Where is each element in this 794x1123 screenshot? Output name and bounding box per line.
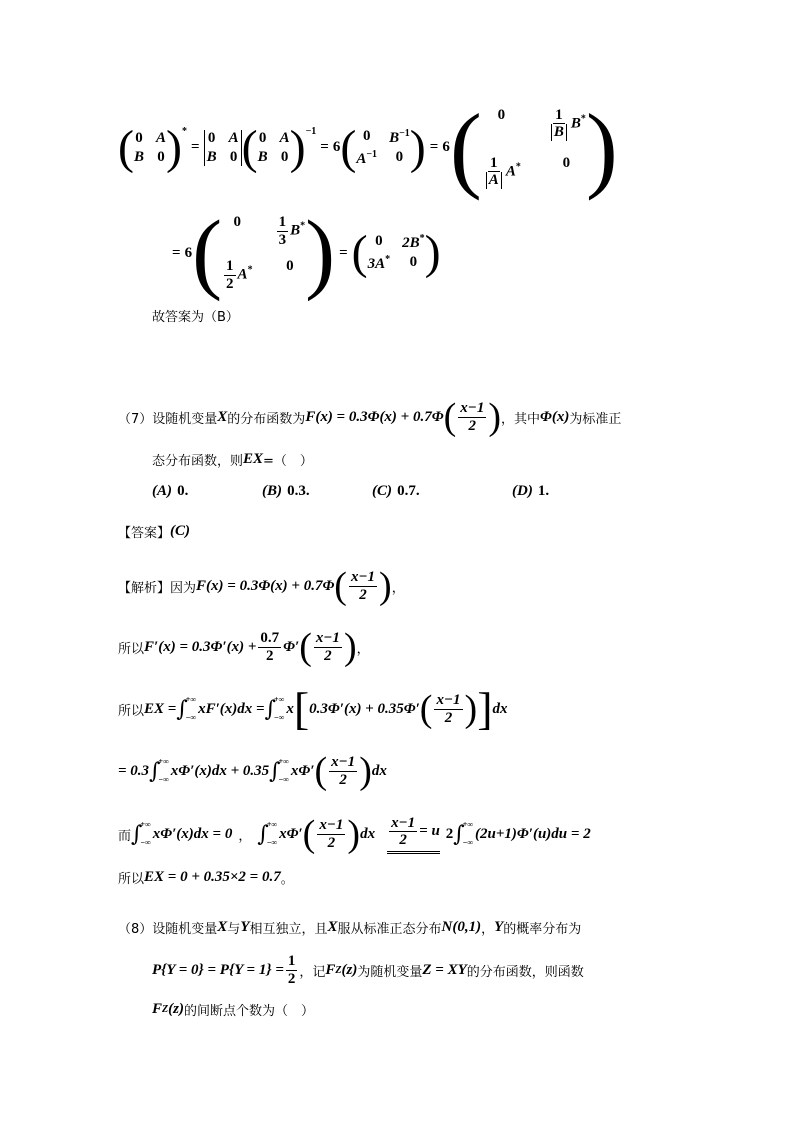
fz-subscript: Z	[335, 964, 342, 976]
paren-left: (	[351, 226, 368, 279]
frac-den: 2	[287, 970, 296, 987]
matrix-block-ab	[134, 130, 166, 166]
paren-left: (	[340, 120, 357, 174]
adjoint-mark: *	[515, 160, 521, 172]
text: 而	[118, 828, 132, 844]
equals: =	[191, 139, 200, 155]
text: 的间断点个数为（ ）	[183, 1004, 314, 1019]
phi-x: Φ(x)	[540, 408, 570, 425]
solution-line5	[118, 810, 591, 858]
text: ，	[481, 922, 495, 937]
integral-sign: ∫	[264, 696, 277, 722]
normal-dist: N(0,1)	[441, 919, 482, 935]
text: 相互独立，且	[249, 922, 328, 937]
cell: A	[156, 129, 167, 146]
paren-right: )	[409, 120, 426, 174]
paren-left: (	[314, 750, 328, 792]
formula: xF′(x)dx =	[198, 700, 265, 717]
cell: 0	[280, 148, 289, 165]
paren-right: )	[347, 813, 361, 855]
solution-line2	[118, 625, 370, 669]
text: ，	[391, 580, 405, 596]
answer-label: 【答案】	[118, 526, 171, 541]
integral-sign: ∫	[176, 696, 188, 722]
cell: B	[290, 222, 301, 239]
cell: 2B	[402, 235, 420, 251]
cell: 0	[562, 154, 571, 171]
paren-right: )	[585, 93, 618, 201]
frac-den: 2	[399, 832, 407, 848]
integral-sign: ∫	[269, 758, 281, 784]
text: 。	[280, 872, 294, 887]
paren-left: (	[334, 565, 347, 607]
answer-value: (C)	[170, 523, 191, 539]
var-y: Y	[494, 919, 504, 935]
cell: 3A	[367, 256, 386, 272]
bracket-left: [	[293, 683, 310, 734]
cell: 0	[258, 129, 267, 146]
formula: EX =	[144, 700, 177, 717]
paren-left: (	[118, 120, 134, 174]
paren-right: )	[343, 626, 357, 668]
frac-num: x−1	[350, 569, 376, 585]
adjoint-mark: *	[580, 112, 586, 124]
fz-arg: (z)	[168, 1001, 184, 1017]
frac-den: 2	[468, 417, 477, 434]
solution-line6	[118, 868, 294, 887]
lower-limit: −∞	[274, 713, 285, 722]
coefficient: 6	[442, 139, 450, 155]
text: 所以	[118, 872, 145, 887]
var-x: X	[217, 919, 228, 935]
determinant-bars	[204, 130, 242, 166]
formula: P{Y = 0} = P{Y = 1} =	[152, 961, 284, 978]
frac-num: x−1	[391, 814, 416, 831]
var-x: X	[217, 408, 228, 425]
lower-limit: −∞	[185, 713, 197, 722]
paren-left: (	[192, 203, 223, 302]
text: 因为	[170, 580, 197, 596]
q7-text: 态分布函数，则	[152, 454, 244, 469]
cell: 0	[229, 148, 238, 165]
coefficient: 2	[445, 825, 454, 842]
formula: F(x) = 0.3Φ(x) + 0.7Φ	[196, 577, 335, 594]
q8-stem-line3	[152, 1000, 314, 1019]
text: 所以	[118, 703, 145, 719]
paren-left: (	[241, 120, 258, 174]
formula: xΦ′(x)dx = 0	[152, 825, 233, 842]
frac-num: x−1	[460, 400, 485, 416]
equals: =	[172, 244, 181, 261]
formula: F′(x) = 0.3Φ′(x) +	[144, 638, 257, 655]
cell: A	[228, 129, 239, 146]
ex: EX	[243, 451, 264, 467]
frac-den: 2	[226, 275, 234, 292]
cell: 0	[157, 148, 165, 165]
bracket-right: ]	[477, 683, 493, 734]
var-x: x	[286, 700, 294, 717]
frac-den: 2	[339, 771, 347, 788]
paren-right: )	[305, 203, 336, 302]
upper-limit: +∞	[274, 695, 285, 704]
frac-den: 3	[278, 231, 287, 248]
equals: =	[320, 139, 329, 155]
fz-subscript: Z	[162, 1004, 169, 1015]
integral-sign: ∫	[149, 758, 161, 784]
formula: (2u+1)Φ′(u)du = 2	[475, 825, 591, 842]
frac-den: 2	[324, 647, 332, 664]
solution-line4	[118, 748, 387, 794]
integral-sign: ∫	[131, 821, 143, 847]
paren-right: )	[379, 565, 392, 607]
solution-label: 【解析】	[118, 580, 171, 596]
cell: 0	[395, 148, 404, 165]
text: ，记	[299, 964, 326, 980]
q8-stem-line2	[152, 950, 584, 990]
upper-limit: +∞	[462, 820, 474, 829]
dx: dx	[492, 700, 508, 717]
formula: = u	[419, 823, 440, 839]
frac-den: A	[486, 172, 502, 189]
matrix-derivation-line2	[172, 203, 441, 302]
option-value: 0.3.	[287, 483, 310, 499]
adjoint-mark: *	[247, 264, 253, 276]
formula: xΦ′	[279, 825, 303, 842]
option-label: (C)	[372, 483, 392, 499]
cell: A	[279, 129, 290, 146]
formula: Z = XY	[422, 961, 467, 978]
cell: 0	[409, 254, 418, 270]
frac-num: 1	[490, 154, 498, 171]
matrix-block-ab	[258, 130, 290, 166]
substitution	[387, 815, 440, 854]
q7-answer	[118, 522, 190, 541]
inverse-mark: −1	[305, 126, 317, 137]
option-value: 1.	[537, 483, 550, 499]
answer-conclusion: 故答案为（B）	[152, 310, 239, 325]
frac-den: 2	[266, 647, 274, 664]
text: 所以	[118, 641, 145, 657]
q7-text: =（ ）	[263, 454, 313, 469]
coefficient: 6	[332, 139, 341, 155]
fz-arg: (z)	[341, 961, 358, 978]
upper-limit: +∞	[140, 820, 151, 829]
q7-text: 为标准正	[569, 411, 622, 427]
paren-right: )	[464, 688, 478, 730]
cell: B	[257, 148, 268, 165]
equals: =	[429, 139, 439, 155]
fz: F	[152, 1001, 163, 1017]
paren-right: )	[424, 226, 441, 279]
option-value: 0.	[177, 483, 189, 499]
lower-limit: −∞	[140, 838, 151, 847]
adjoint-mark: *	[385, 254, 391, 265]
frac-num: 0.7	[260, 630, 280, 646]
formula: EX = 0 + 0.35×2 = 0.7	[144, 869, 281, 885]
lower-limit: −∞	[462, 838, 474, 847]
option-label: (B)	[262, 483, 282, 499]
lower-limit: −∞	[158, 775, 169, 784]
paren-left: (	[419, 688, 433, 730]
upper-limit: +∞	[278, 757, 289, 766]
integral-sign: ∫	[257, 821, 269, 847]
cell: B	[570, 114, 581, 131]
solution-line1	[118, 564, 405, 608]
cell: B	[133, 148, 144, 165]
adjoint-mark: *	[300, 220, 306, 232]
paren-left: (	[443, 396, 457, 438]
cell: 0	[207, 129, 216, 146]
q7-option-a	[152, 480, 188, 500]
frac-num: 1	[278, 214, 287, 230]
cell: 0	[362, 127, 371, 144]
matrix-adjugate-values	[222, 214, 305, 292]
q7-stem-line1	[118, 395, 621, 439]
paren-right: )	[166, 120, 182, 174]
frac-num: 1	[226, 258, 234, 274]
q7-option-b	[262, 480, 310, 500]
frac-den: 2	[327, 834, 336, 851]
inverse-mark: −1	[366, 148, 378, 160]
cell: A	[505, 162, 516, 179]
formula: 0.3Φ′(x) + 0.35Φ′	[309, 700, 420, 717]
inverse-mark: −1	[399, 127, 410, 139]
option-label: (D)	[512, 483, 533, 499]
text: 与	[227, 922, 241, 937]
paren-right: )	[359, 750, 372, 792]
frac-num: 1	[287, 953, 296, 969]
cell: 0	[497, 106, 506, 123]
matrix-result	[368, 233, 425, 273]
option-value: 0.7.	[397, 483, 420, 499]
cell: A	[237, 266, 248, 283]
dx: dx	[371, 762, 387, 779]
var-y: Y	[240, 919, 250, 935]
upper-limit: +∞	[185, 695, 197, 704]
matrix-derivation-line1	[118, 93, 618, 201]
cell: A	[356, 150, 367, 167]
formula: xΦ′	[290, 762, 315, 779]
text: 的分布函数，则函数	[466, 964, 584, 980]
cell: 0	[286, 258, 294, 274]
q7-option-d	[512, 480, 549, 500]
text: ，	[238, 828, 252, 844]
dx: dx	[360, 825, 376, 842]
option-label: (A)	[152, 483, 172, 499]
lower-limit: −∞	[266, 838, 278, 847]
q7-option-c	[372, 480, 420, 500]
paren-right: )	[488, 396, 501, 438]
cell: 0	[233, 214, 242, 230]
matrix-adjugate	[482, 107, 586, 189]
coefficient: 6	[184, 244, 193, 261]
q8-lead: （8）设随机变量	[118, 922, 218, 937]
cell: 0	[135, 129, 143, 146]
cell: B	[206, 148, 217, 165]
formula: = 0.3	[118, 762, 150, 779]
frac-num: x−1	[436, 692, 461, 708]
paren-left: (	[299, 626, 312, 668]
frac-den: 2	[359, 586, 367, 603]
upper-limit: +∞	[158, 757, 169, 766]
frac-num: x−1	[315, 630, 340, 646]
solution-line3	[118, 685, 508, 733]
paren-left: (	[302, 813, 316, 855]
fz: F	[325, 961, 336, 978]
matrix-inverse	[356, 128, 409, 168]
frac-num: 1	[555, 106, 563, 123]
q8-stem-line1	[118, 918, 581, 937]
phi-prime: Φ′	[283, 638, 300, 655]
text: 服从标准正态分布	[337, 922, 442, 937]
q7-text: 的分布函数为	[227, 411, 306, 427]
cell: B	[389, 129, 400, 146]
frac-num: x−1	[331, 754, 356, 770]
q7-text: ，其中	[500, 411, 540, 427]
frac-den: 2	[444, 709, 453, 726]
adjoint-mark: *	[182, 126, 187, 137]
q7-lead: （7）设随机变量	[118, 411, 218, 427]
formula: xΦ′(x)dx + 0.35	[170, 762, 270, 779]
text: ，	[356, 641, 370, 657]
equals: =	[339, 244, 348, 261]
paren-left: (	[449, 93, 482, 201]
paren-right: )	[289, 120, 306, 174]
frac-num: x−1	[319, 817, 344, 833]
var-x: X	[327, 919, 338, 935]
text: 为随机变量	[357, 964, 423, 980]
q7-stem-line2	[152, 450, 313, 469]
frac-den: B	[551, 124, 567, 141]
text: 的概率分布为	[503, 922, 582, 937]
integral-sign: ∫	[453, 821, 465, 847]
cell: 0	[375, 233, 383, 249]
lower-limit: −∞	[278, 775, 289, 784]
adjoint-mark: *	[419, 233, 425, 244]
q7-formula: F(x) = 0.3Φ(x) + 0.7Φ	[305, 408, 444, 425]
upper-limit: +∞	[266, 820, 278, 829]
